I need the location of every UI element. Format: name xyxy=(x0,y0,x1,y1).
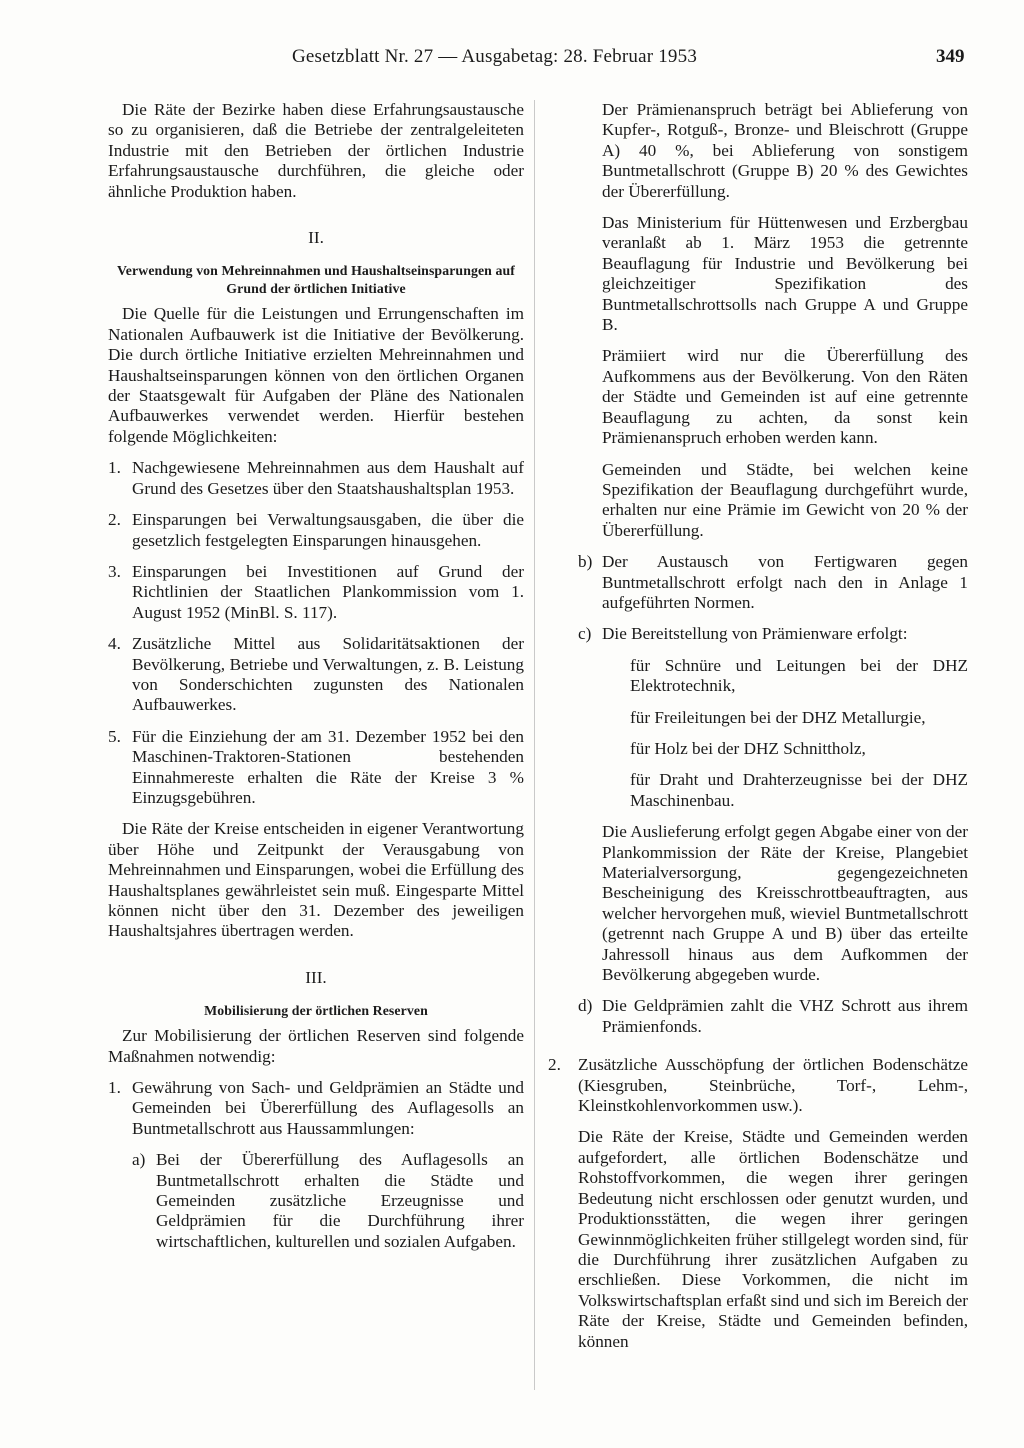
paragraph: Prämiiert wird nur die Übererfüllung des Aufkommens aus der Bevölkerung. Von den Räten der Städte und Gemeinden ist auf eine getrennte Beauflagung zu achten, da sonst kein Prämienanspruch erhoben werden kann. xyxy=(602,346,968,448)
sub-list-item-text: Die Geldprämien zahlt die VHZ Schrott aus ihrem Prämienfonds. xyxy=(602,996,968,1036)
supplier-line: für Freileitungen bei der DHZ Metallurgie, xyxy=(630,707,926,727)
paragraph: Das Ministerium für Hüttenwesen und Erzbergbau veranlaßt ab 1. März 1953 die getrennte Beauflagung für Industrie und Bevölkerung bei gleichzeitiger Spezifikation des Buntmetallschrottsolls nach Gruppe A und Gruppe B. xyxy=(602,213,968,335)
left-column xyxy=(108,100,524,1274)
list-item-number: 1. xyxy=(108,1078,121,1098)
list-item-text: Gewährung von Sach- und Geldprämien an Städte und Gemeinden bei Übererfüllung des Auflagesolls an Buntmetallschrott aus Haussammlungen: xyxy=(132,1078,524,1138)
sub-list-item xyxy=(132,1150,524,1252)
paragraph: Der Prämienanspruch beträgt bei Ablieferung von Kupfer-, Rotguß-, Bronze- und Bleischrott (Gruppe A) 40 %, bei Ablieferung von sonstigem Buntmetallschrott (Gruppe B) 20 % des Gewichtes der Übererfüllung. xyxy=(602,100,968,201)
page-header xyxy=(0,46,1024,76)
list-item-number: 2. xyxy=(548,1055,561,1075)
list-item-number: 2. xyxy=(108,510,121,530)
supplier-list xyxy=(602,656,968,811)
section-number-ii: II. xyxy=(308,228,324,248)
section-iii-paragraph: Zur Mobilisierung der örtlichen Reserven sind folgende Maßnahmen notwendig: xyxy=(108,1026,524,1066)
header-title: Gesetzblatt Nr. 27 — Ausgabetag: 28. Februar 1953 xyxy=(292,46,698,67)
list-item xyxy=(108,510,524,551)
sub-list-item-letter: b) xyxy=(578,552,593,572)
list-item-text: Einsparungen bei Investitionen auf Grund der Richtlinien der Staatlichen Plankommission vom 1. August 1952 (MinBl. S. 117). xyxy=(132,561,524,622)
supplier-line: für Draht und Drahterzeugnisse bei der DHZ Maschinenbau. xyxy=(630,770,968,810)
list-item-text: Nachgewiesene Mehreinnahmen aus dem Haushalt auf Grund des Gesetzes über den Staatshaushaltsplan 1953. xyxy=(132,458,524,498)
sub-list-item-letter: c) xyxy=(578,624,592,644)
list-item-number: 4. xyxy=(108,634,121,654)
list-item-text: Für die Einziehung der am 31. Dezember 1952 bei den Maschinen-Traktoren-Stationen bestehenden Einnahmereste erhalten die Räte der Kreise 3 % Einzugsgebühren. xyxy=(132,726,524,807)
intro-paragraph: Die Räte der Bezirke haben diese Erfahrungsaustausche so zu organisieren, daß die Betriebe der zentralgeleiteten Industrie mit den Betrieben der örtlichen Industrie Erfahrungsaustausche durchführen, die gleiche oder ähnliche Produktion haben. xyxy=(108,100,524,201)
sub-list-item-text: Die Bereitstellung von Prämienware erfolgt: xyxy=(602,624,908,644)
sub-list-item-letter: d) xyxy=(578,996,593,1016)
sub-list-item xyxy=(548,624,968,985)
section-ii-paragraph: Die Quelle für die Leistungen und Errungenschaften im Nationalen Aufbauwerk ist die Initiative der Bevölkerung. Die durch örtliche Initiative erzielten Mehreinnahmen und Haushaltseinsparungen können von den örtlichen Organen der Staatsgewalt für Aufgaben der Pläne des Nationalen Aufbauwerkes verwendet werden. Hierfür bestehen folgende Möglichkeiten: xyxy=(108,304,524,446)
section-ii-closing: Die Räte der Kreise entscheiden in eigener Verantwortung über Höhe und Zeitpunkt der Verausgabung von Mehreinnahmen und Einsparungen, wobei die Erfüllung des Haushaltsplanes gewährleistet sein muß. Eingesparte Mittel können nicht über den 31. Dezember des jeweiligen Haushaltsjahres übertragen werden. xyxy=(108,819,524,941)
delivery-paragraph: Die Auslieferung erfolgt gegen Abgabe einer von der Plankommission der Räte der Kreise, Plangebiet Materialversorgung, gegengezeichneten Bescheinigung des Kreisschrottbeauftragten, aus welcher hervorgehen muß, wieviel Buntmetallschrott (getrennt nach Gruppe A und B) über das erteilte Jahressoll hinaus aus dem Aufkommen der Bevölkerung abgegeben wurde. xyxy=(602,822,968,985)
sub-list-item xyxy=(548,996,968,1037)
list-item xyxy=(108,1078,524,1263)
sub-list-item xyxy=(548,552,968,613)
sub-list-item-letter: a) xyxy=(132,1150,146,1170)
paragraph: Gemeinden und Städte, bei welchen keine Spezifikation der Beauflagung durchgeführt wurde, erhalten nur eine Prämie im Gewicht von 20 % der Übererfüllung. xyxy=(602,459,968,540)
right-column xyxy=(548,100,968,1363)
continued-item-a xyxy=(548,100,968,541)
list-item xyxy=(108,634,524,716)
list-item xyxy=(108,727,524,809)
column-divider xyxy=(534,100,535,1390)
page-number: 349 xyxy=(936,46,965,67)
sub-list-item-text: Bei der Übererfüllung des Auflagesolls an Buntmetallschrott erhalten die Städte und Gemeinden zusätzliche Erzeugnisse und Geldprämien für die Durchführung ihrer wirtschaftlichen, kulturellen und sozialen Aufgaben. xyxy=(156,1150,524,1251)
list-item-text: Einsparungen bei Verwaltungsausgaben, die über die gesetzlich festgelegten Einsparungen hinausgehen. xyxy=(132,510,524,550)
list-item-number: 1. xyxy=(108,458,121,478)
list-item-number: 3. xyxy=(108,561,121,581)
section-heading-ii: Verwendung von Mehreinnahmen und Haushaltseinsparungen auf Grund der örtlichen Initiative xyxy=(117,263,515,297)
list-item xyxy=(108,458,524,499)
list-item-text: Zusätzliche Ausschöpfung der örtlichen Bodenschätze (Kiesgruben, Steinbrüche, Torf-, Lehm-, Kleinstkohlenvorkommen usw.). xyxy=(578,1055,968,1116)
supplier-line: für Holz bei der DHZ Schnittholz, xyxy=(630,738,866,758)
list-item-text: Zusätzliche Mittel aus Solidaritätsaktionen der Bevölkerung, Betriebe und Verwaltungen, z. B. Leistung von Sonderschichten zugunsten des Nationalen Aufbauwerkes. xyxy=(132,634,524,715)
section-heading-iii: Mobilisierung der örtlichen Reserven xyxy=(204,1003,428,1019)
sub-list-item-text: Der Austausch von Fertigwaren gegen Buntmetallschrott erfolgt nach den in Anlage 1 aufgeführten Normen. xyxy=(602,552,968,612)
list-item xyxy=(108,562,524,623)
list-item-number: 5. xyxy=(108,726,121,746)
list-item xyxy=(548,1055,968,1352)
list-item-paragraph: Die Räte der Kreise, Städte und Gemeinden werden aufgefordert, alle örtlichen Bodenschätze und Rohstoffvorkommen, die wegen ihrer geringen Bedeutung nicht erschlossen oder genutzt wurden, und Produktionsstätten, die wegen ihrer geringen Gewinnmöglichkeiten früher stillgelegt worden sind, für die Durchführung ihrer zusätzlichen Aufgaben zu erschließen. Diese Vorkommen, die nicht im Volkswirtschaftsplan erfaßt sind und sich im Bereich der Räte der Kreise, Städte und Gemeinden befinden, können xyxy=(578,1127,968,1351)
section-number-iii: III. xyxy=(305,967,327,987)
supplier-line: für Schnüre und Leitungen bei der DHZ Elektrotechnik, xyxy=(630,655,968,696)
